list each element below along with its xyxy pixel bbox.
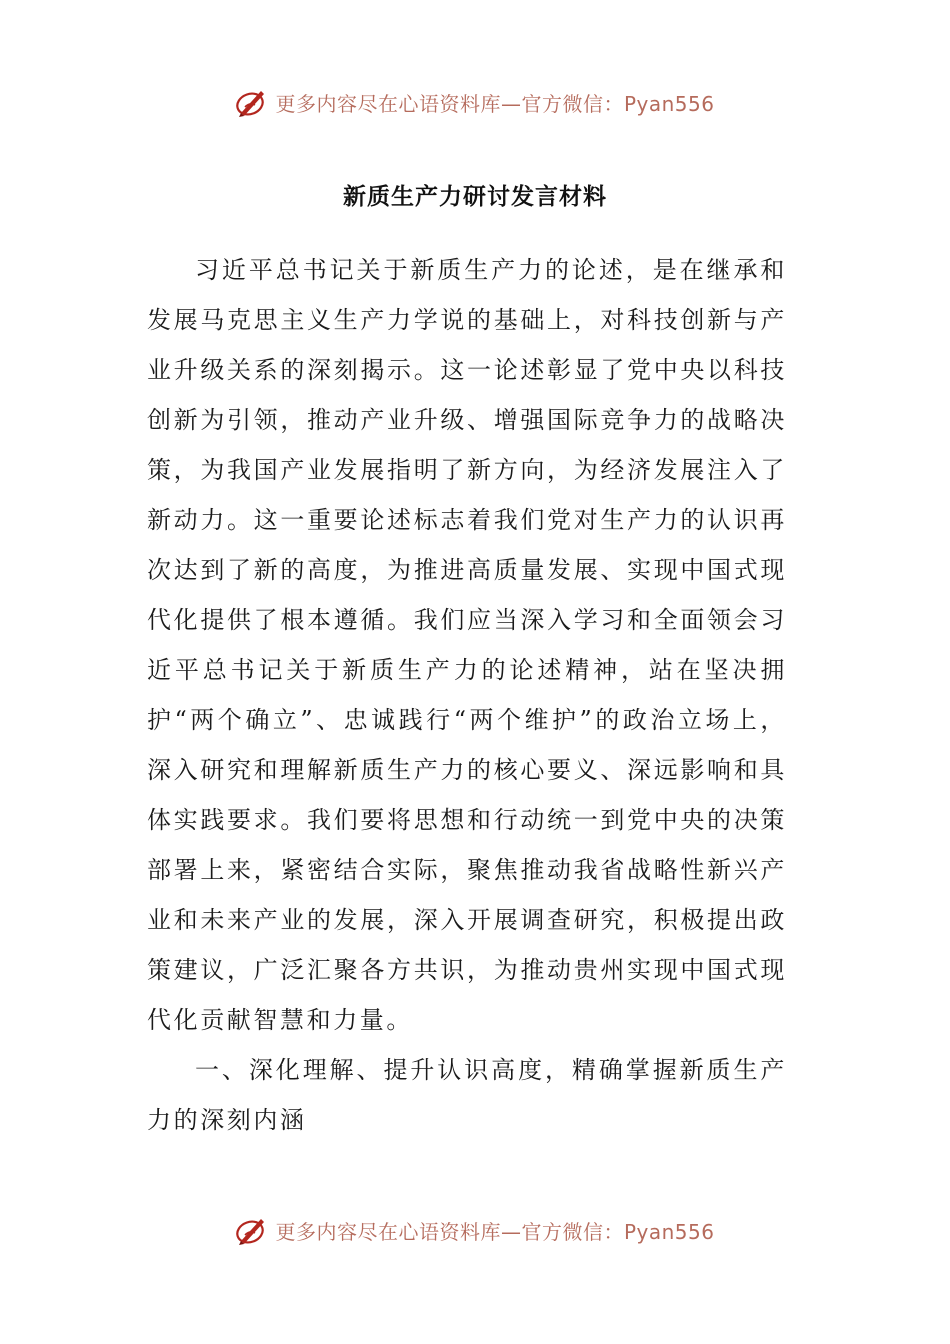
- footer-banner: [0, 1208, 950, 1252]
- paragraph-intro: 习近平总书记关于新质生产力的论述，是在继承和发展马克思主义生产力学说的基础上，对科技创新与产业升级关系的深刻揭示。这一论述彰显了党中央以科技创新为引领，推动产业升级、增强国际竞争力的战略决策，为我国产业发展指明了新方向，为经济发展注入了新动力。这一重要论述标志着我们党对生产力的认识再次达到了新的高度，为推进高质量发展、实现中国式现代化提供了根本遵循。我们应当深入学习和全面领会习近平总书记关于新质生产力的论述精神，站在坚决拥护“两个确立”、忠诚践行“两个维护”的政治立场上，深入研究和理解新质生产力的核心要义、深远影响和具体实践要求。我们要将思想和行动统一到党中央的决策部署上来，紧密结合实际，聚焦推动我省战略性新兴产业和未来产业的发展，深入开展调查研究，积极提出政策建议，广泛汇聚各方共识，为推动贵州实现中国式现代化贡献智慧和力量。: [147, 256, 787, 1034]
- section-heading-1: 一、深化理解、提升认识高度，精确掌握新质生产力的深刻内涵: [147, 1056, 787, 1134]
- document-title: 新质生产力研讨发言材料: [343, 183, 607, 210]
- header-banner: [0, 80, 950, 124]
- pen-logo-icon: [235, 85, 269, 119]
- header-banner-text: 更多内容尽在心语资料库—官方微信：Pyan556: [275, 91, 715, 116]
- footer-banner-text: 更多内容尽在心语资料库—官方微信：Pyan556: [275, 1219, 715, 1244]
- pen-logo-icon: [235, 1213, 269, 1247]
- document-body: [147, 245, 787, 1145]
